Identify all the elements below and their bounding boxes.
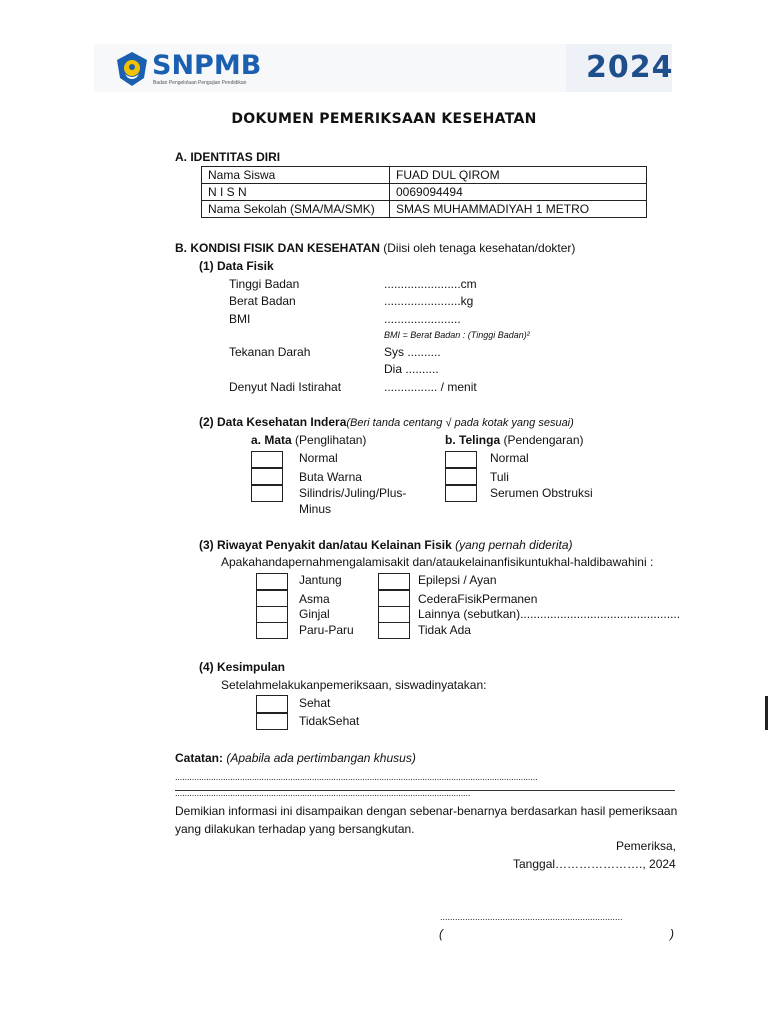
tidak-sehat-checkbox[interactable] <box>256 713 288 730</box>
identity-value: FUAD DUL QIROM <box>390 167 647 184</box>
examiner-label: Pemeriksa, <box>616 839 677 853</box>
section-b-heading-line <box>175 241 575 255</box>
catatan-dotted-line[interactable]: ....................................................................................................................................................... <box>175 772 538 782</box>
dia-value: Dia .......... <box>384 362 439 376</box>
riwayat-option-label: Lainnya (sebutkan)................................................ <box>418 607 681 621</box>
riwayat-option-label: Jantung <box>299 573 342 587</box>
data-fisik-heading: (1) Data Fisik <box>199 259 274 273</box>
mata-option-label: Normal <box>299 451 338 465</box>
date-line: Tanggal…………………., 2024 <box>513 857 676 871</box>
jantung-checkbox[interactable] <box>256 573 288 590</box>
divider <box>175 790 675 791</box>
table-row <box>202 184 647 201</box>
riwayat-option-label: Ginjal <box>299 607 330 621</box>
telinga-heading-line <box>445 433 584 447</box>
document-title: DOKUMEN PEMERIKSAAN KESEHATAN <box>231 111 537 127</box>
catatan-note: (Apabila ada pertimbangan khusus) <box>226 751 416 765</box>
identity-value: 0069094494 <box>390 184 647 201</box>
mata-option-label: Silindris/Juling/Plus- <box>299 486 407 500</box>
closing-line: Demikian informasi ini disampaikan dengan sebenar-benarnya berdasarkan hasil pemeriksaan <box>175 804 678 818</box>
signature-line[interactable]: ......................................................................... <box>440 912 623 922</box>
asma-checkbox[interactable] <box>256 590 288 607</box>
riwayat-option-label: Tidak Ada <box>418 623 471 637</box>
identity-label: Nama Sekolah (SMA/MA/SMK) <box>202 201 390 218</box>
mata-option-label: Minus <box>299 502 332 516</box>
catatan-label: Catatan: <box>175 751 224 765</box>
kesimpulan-statement: Setelahmelakukanpemeriksaan, siswadinyatakan: <box>221 678 487 692</box>
mata-heading-line <box>251 433 366 447</box>
riwayat-option-label: Asma <box>299 592 330 606</box>
kesimpulan-heading: (4) Kesimpulan <box>199 660 286 674</box>
mata-option-label: Buta Warna <box>299 470 362 484</box>
bmi-value: ....................... <box>384 312 461 326</box>
closing-line: yang dilakukan terhadap yang bersangkutan. <box>175 822 415 836</box>
ginjal-checkbox[interactable] <box>256 606 288 623</box>
identity-table <box>201 166 647 218</box>
telinga-option-label: Tuli <box>490 470 509 484</box>
nadi-value: ................ / menit <box>384 380 477 394</box>
epilepsi-checkbox[interactable] <box>378 573 410 590</box>
kesimpulan-option-label: TidakSehat <box>299 714 360 728</box>
name-paren-open: ( <box>439 927 443 941</box>
sehat-checkbox[interactable] <box>256 695 288 713</box>
bmi-formula: BMI = Berat Badan : (Tinggi Badan)² <box>384 330 530 340</box>
telinga-sub: (Pendengaran) <box>503 433 584 447</box>
telinga-option-label: Normal <box>490 451 529 465</box>
cedera-checkbox[interactable] <box>378 590 410 607</box>
riwayat-heading: (3) Riwayat Penyakit dan/atau Kelainan Fisik <box>199 538 452 552</box>
indera-note: (Beri tanda centang √ pada kotak yang sesuai) <box>346 417 574 429</box>
berat-label: Berat Badan <box>229 294 296 308</box>
tinggi-label: Tinggi Badan <box>229 277 300 291</box>
section-b-note: (Diisi oleh tenaga kesehatan/dokter) <box>383 241 576 255</box>
telinga-serumen-checkbox[interactable] <box>445 485 477 502</box>
header-year: 2024 <box>586 50 674 85</box>
sys-value: Sys .......... <box>384 345 441 359</box>
riwayat-heading-line <box>199 538 573 552</box>
nadi-label: Denyut Nadi Istirahat <box>229 380 342 394</box>
mata-sub: (Penglihatan) <box>295 433 367 447</box>
riwayat-option-label: Epilepsi / Ayan <box>418 573 497 587</box>
telinga-tuli-checkbox[interactable] <box>445 468 477 485</box>
telinga-heading: b. Telinga <box>445 433 501 447</box>
mata-normal-checkbox[interactable] <box>251 451 283 468</box>
riwayat-note: (yang pernah diderita) <box>455 538 573 552</box>
name-paren-close: ) <box>670 927 674 941</box>
tidak-ada-checkbox[interactable] <box>378 622 410 639</box>
indera-heading-line <box>199 415 574 430</box>
tinggi-value: .......................cm <box>384 277 477 291</box>
logo-subtitle: Badan Pengelolaan Pengujian Pendidikan <box>153 80 247 86</box>
section-a-heading: A. IDENTITAS DIRI <box>175 150 281 164</box>
catatan-line <box>175 751 416 765</box>
catatan-dotted-line[interactable]: ........................................................................................................................... <box>175 788 471 798</box>
kesimpulan-option-label: Sehat <box>299 696 331 710</box>
lainnya-checkbox[interactable] <box>378 606 410 623</box>
riwayat-question: Apakahandapernahmengalamisakit dan/ataukelainanfisikuntukhal-haldibawahini : <box>221 555 654 569</box>
table-row <box>202 167 647 184</box>
section-b-heading: B. KONDISI FISIK DAN KESEHATAN <box>175 241 380 255</box>
telinga-option-label: Serumen Obstruksi <box>490 486 593 500</box>
tut-wuri-logo-icon <box>113 50 151 88</box>
logo-text: SNPMB <box>152 50 262 81</box>
telinga-normal-checkbox[interactable] <box>445 451 477 468</box>
mata-silindris-checkbox[interactable] <box>251 485 283 502</box>
riwayat-option-label: Paru-Paru <box>299 623 354 637</box>
identity-label: N I S N <box>202 184 390 201</box>
paru-paru-checkbox[interactable] <box>256 622 288 639</box>
identity-value: SMAS MUHAMMADIYAH 1 METRO <box>390 201 647 218</box>
indera-heading: (2) Data Kesehatan Indera <box>199 415 347 429</box>
tekanan-label: Tekanan Darah <box>229 345 311 359</box>
identity-label: Nama Siswa <box>202 167 390 184</box>
mata-heading: a. Mata <box>251 433 292 447</box>
table-row <box>202 201 647 218</box>
bmi-label: BMI <box>229 312 251 326</box>
mata-buta-warna-checkbox[interactable] <box>251 468 283 485</box>
riwayat-option-label: CederaFisikPermanen <box>418 592 538 606</box>
berat-value: .......................kg <box>384 294 474 308</box>
